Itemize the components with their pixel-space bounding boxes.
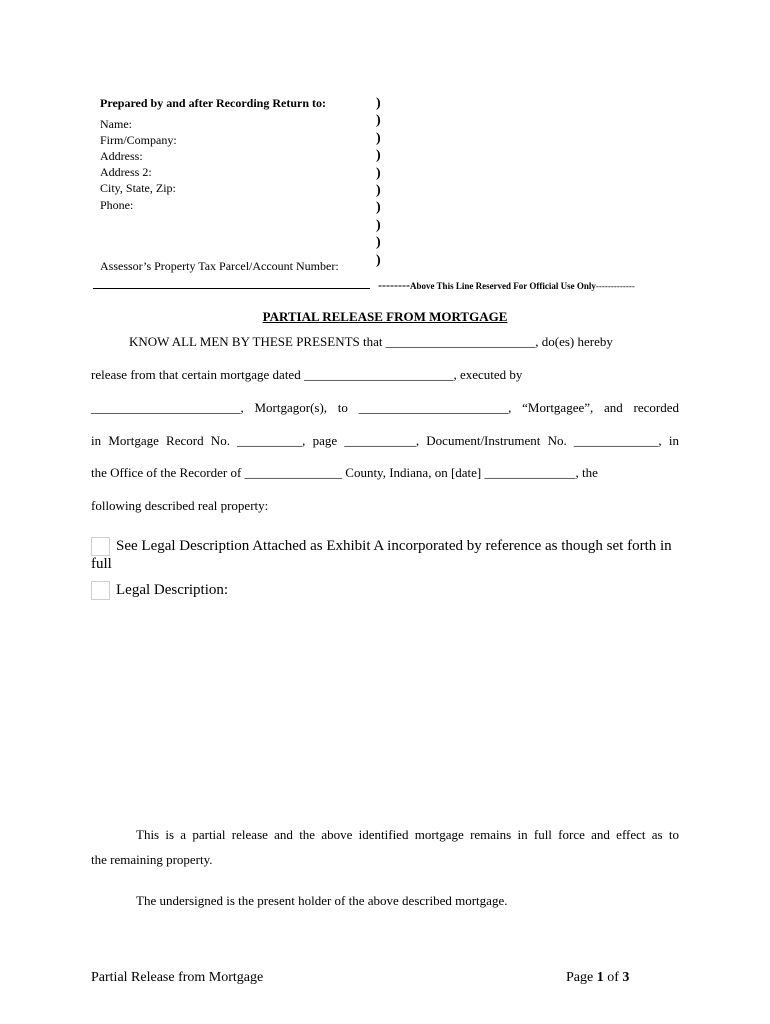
body-line-1: KNOW ALL MEN BY THESE PRESENTS that _______________________, do(es) hereby xyxy=(129,334,613,349)
body-line-3: _______________________, Mortgagor(s), to _______________________, “Mortgagee”, and recorded xyxy=(91,400,679,415)
page-prefix: Page xyxy=(566,970,597,985)
partial-release-text: This is a partial release and the above identified mortgage remains in full force and effect as to xyxy=(136,827,679,842)
paren-mark: ) xyxy=(376,183,381,199)
paren-mark: ) xyxy=(376,235,381,251)
paren-mark: ) xyxy=(376,200,381,216)
official-use-notice xyxy=(378,276,635,294)
parcel-number-label: Assessor’s Property Tax Parcel/Account Number: xyxy=(100,259,339,273)
holder-statement: The undersigned is the present holder of the above described mortgage. xyxy=(136,893,508,908)
footer-title: Partial Release from Mortgage xyxy=(91,970,264,985)
paren-mark: ) xyxy=(376,165,381,181)
exhibit-a-checkbox[interactable] xyxy=(91,537,110,556)
address-field-label: Address: xyxy=(100,149,143,163)
parenthesis-column xyxy=(376,95,388,269)
partial-release-paragraph-line1 xyxy=(136,827,679,843)
exhibit-a-label-wrap: full xyxy=(91,556,112,572)
prepared-by-heading: Prepared by and after Recording Return to: xyxy=(100,96,326,110)
reserved-note: Above This Line Reserved For Official Use Only xyxy=(409,281,596,291)
reserved-tail: ------------- xyxy=(595,281,635,291)
paren-mark: ) xyxy=(376,148,381,164)
body-line-4: in Mortgage Record No. __________, page ___________, Document/Instrument No. _____________, in xyxy=(91,433,679,448)
partial-release-paragraph-line2: the remaining property. xyxy=(91,852,213,867)
paren-mark: ) xyxy=(376,130,381,146)
legal-description-checkbox[interactable] xyxy=(91,581,110,600)
page-indicator xyxy=(566,970,629,986)
name-field-label: Name: xyxy=(100,117,132,131)
page-of: of xyxy=(603,970,623,985)
page-current: 1 xyxy=(596,970,604,985)
address-2-field-label: Address 2: xyxy=(100,165,152,179)
exhibit-a-label: See Legal Description Attached as Exhibit A incorporated by reference as though set forth in xyxy=(116,538,672,554)
parcel-number-underline xyxy=(93,288,370,289)
paren-mark: ) xyxy=(376,96,381,111)
city-state-zip-field-label: City, State, Zip: xyxy=(100,181,176,195)
document-title: PARTIAL RELEASE FROM MORTGAGE xyxy=(262,309,508,324)
body-line-2: release from that certain mortgage dated _______________________, executed by xyxy=(91,367,523,382)
legal-description-label: Legal Description: xyxy=(116,582,229,598)
body-line-5: the Office of the Recorder of _______________ County, Indiana, on [date] ______________, the xyxy=(91,465,598,480)
body-line-6: following described real property: xyxy=(91,498,269,513)
page-total: 3 xyxy=(622,970,630,985)
reserved-dashes: -------- xyxy=(378,278,410,292)
paren-mark: ) xyxy=(376,113,381,129)
phone-field-label: Phone: xyxy=(100,198,134,212)
paren-mark: ) xyxy=(376,252,381,268)
firm-company-field-label: Firm/Company: xyxy=(100,133,177,147)
paren-mark: ) xyxy=(376,217,381,233)
